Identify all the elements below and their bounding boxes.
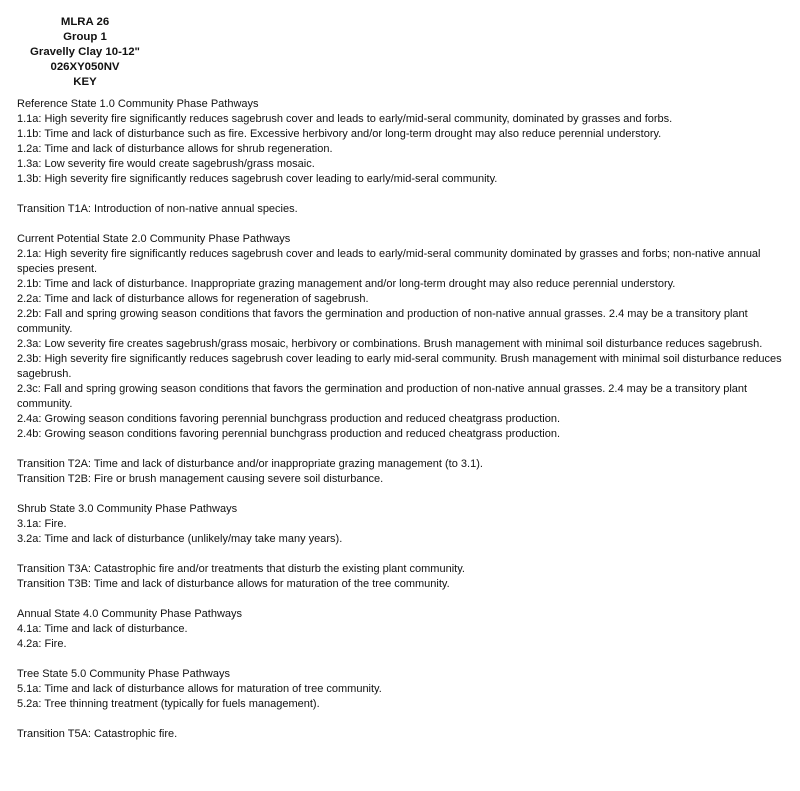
section-title: Reference State 1.0 Community Phase Pathways	[17, 98, 259, 110]
header-mlra: MLRA 26	[60, 16, 110, 28]
section-title: Transition T2A: Time and lack of disturbance and/or inappropriate grazing management (to 3.1).	[17, 458, 483, 470]
key-section	[17, 667, 787, 712]
key-section	[17, 727, 787, 742]
pathway-line: Transition T2B: Fire or brush management causing severe soil disturbance.	[17, 473, 384, 485]
header-ecosite-id: 026XY050NV	[50, 61, 120, 73]
header-key: KEY	[73, 76, 97, 88]
header-group: Group 1	[63, 31, 107, 43]
section-title: Transition T5A: Catastrophic fire.	[17, 728, 178, 740]
pathway-line: 1.1a: High severity fire significantly reduces sagebrush cover and leads to early/mid-seral community, dominated by grasses and forbs.	[17, 113, 673, 125]
key-section	[17, 232, 787, 442]
pathway-line: 5.1a: Time and lack of disturbance allows for maturation of tree community.	[17, 683, 382, 695]
key-section	[17, 202, 787, 217]
key-section	[17, 457, 787, 487]
section-title: Shrub State 3.0 Community Phase Pathways	[17, 503, 238, 515]
pathway-line: 5.2a: Tree thinning treatment (typically for fuels management).	[17, 698, 320, 710]
pathway-line: 3.2a: Time and lack of disturbance (unlikely/may take many years).	[17, 533, 343, 545]
pathway-line: 3.1a: Fire.	[17, 518, 67, 530]
pathway-line: 2.3b: High severity fire significantly reduces sagebrush cover leading to early mid-seral community. Brush management with minimal soil disturbance reduces sagebrush.	[17, 353, 782, 380]
key-text-body	[17, 97, 787, 757]
pathway-line: 1.3a: Low severity fire would create sagebrush/grass mosaic.	[17, 158, 315, 170]
pathway-line: 2.3a: Low severity fire creates sagebrush/grass mosaic, herbivory or combinations. Brush management with minimal soil disturbance reduces sagebrush.	[17, 338, 763, 350]
pathway-line: 4.2a: Fire.	[17, 638, 67, 650]
section-title: Transition T3A: Catastrophic fire and/or treatments that disturb the existing plant community.	[17, 563, 465, 575]
key-section	[17, 97, 787, 187]
pathway-line: Transition T3B: Time and lack of disturbance allows for maturation of the tree community.	[17, 578, 450, 590]
section-title: Tree State 5.0 Community Phase Pathways	[17, 668, 230, 680]
pathway-line: 2.1a: High severity fire significantly reduces sagebrush cover and leads to early/mid-seral community dominated by grasses and forbs; non-native annual species present.	[17, 248, 761, 275]
pathway-line: 2.2b: Fall and spring growing season conditions that favors the germination and production of non-native annual grasses. 2.4 may be a transitory plant community.	[17, 308, 748, 335]
section-title: Transition T1A: Introduction of non-native annual species.	[17, 203, 298, 215]
pathway-line: 4.1a: Time and lack of disturbance.	[17, 623, 188, 635]
pathway-line: 1.1b: Time and lack of disturbance such as fire. Excessive herbivory and/or long-term drought may also reduce perennial understory.	[17, 128, 662, 140]
pathway-line: 2.1b: Time and lack of disturbance. Inappropriate grazing management and/or long-term drought may also reduce perennial understory.	[17, 278, 676, 290]
pathway-line: 2.4b: Growing season conditions favoring perennial bunchgrass production and reduced cheatgrass production.	[17, 428, 561, 440]
pathway-line: 2.3c: Fall and spring growing season conditions that favors the germination and production of non-native annual grasses. 2.4 may be a transitory plant community.	[17, 383, 748, 410]
pathway-line: 2.2a: Time and lack of disturbance allows for regeneration of sagebrush.	[17, 293, 369, 305]
key-section	[17, 562, 787, 592]
pathway-line: 2.4a: Growing season conditions favoring perennial bunchgrass production and reduced cheatgrass production.	[17, 413, 561, 425]
document-header	[0, 15, 170, 90]
section-title: Annual State 4.0 Community Phase Pathways	[17, 608, 243, 620]
key-section	[17, 607, 787, 652]
key-section	[17, 502, 787, 547]
pathway-line: 1.3b: High severity fire significantly reduces sagebrush cover leading to early/mid-seral community.	[17, 173, 498, 185]
header-ecosite-name: Gravelly Clay 10-12"	[30, 46, 140, 58]
section-title: Current Potential State 2.0 Community Phase Pathways	[17, 233, 291, 245]
pathway-line: 1.2a: Time and lack of disturbance allows for shrub regeneration.	[17, 143, 333, 155]
